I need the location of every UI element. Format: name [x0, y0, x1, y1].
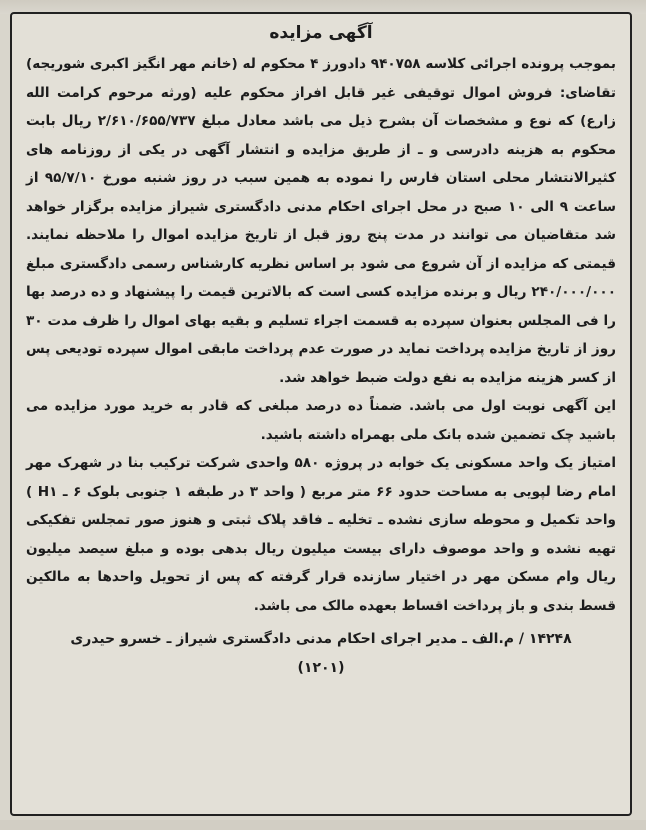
notice-code: (۱۲۰۱): [297, 660, 345, 676]
notice-paragraph-main: بموجب پرونده اجرائی کلاسه ۹۴۰۷۵۸ دادورز ۴ محکوم له (خانم مهر انگیز اکبری شوریجه) تقاضای: فروش اموال توقیفی غیر قابل افراز محکوم علیه (ورثه مرحوم کرامت الله زارع) که نوع و مشخصات آن بشرح ذیل می باشد معادل مبلغ ۲/۶۱۰/۶۵۵/۷۳۷ ریال بابت محکوم به هزینه دادرسی و ـ از طریق مزایده و انتشار آگهی در یکی از روزنامه های کثیرالانتشار محلی استان فارس را نموده به همین سبب در روز شنبه مورخ ۹۵/۷/۱۰ از ساعت ۹ الی ۱۰ صبح در محل اجرای احکام مدنی دادگستری شیراز مزایده برگزار خواهد شد متقاضیان می توانند در مدت پنج روز قبل از تاریخ مزایده اموال را ملاحظه نمایند. قیمتی که مزایده از آن شروع می شود بر اساس نظریه کارشناس رسمی دادگستری مبلغ ۲۴۰/۰۰۰/۰۰۰ ریال و برنده مزایده کسی است که بالاترین قیمت را پیشنهاد و ده درصد بها را فی المجلس بعنوان سپرده به قسمت اجراء تسلیم و بقیه بهای اموال را ظرف مدت ۳۰ روز از تاریخ مزایده پرداخت نماید در صورت عدم پرداخت مابقی اموال سپرده تودیعی پس از کسر هزینه مزایده به نفع دولت ضبط خواهد شد.: [26, 56, 617, 386]
adjacent-clipping-bottom: [0, 820, 646, 830]
notice-title: آگهی مزایده: [269, 23, 373, 43]
auction-notice: [26, 20, 616, 682]
notice-signature: ۱۴۲۴۸ / م.الف ـ مدیر اجرای احکام مدنی دادگستری شیراز ـ خسرو حیدری: [70, 631, 572, 647]
notice-paragraph-first-round: این آگهی نوبت اول می باشد. ضمناً ده درصد مبلغی که قادر به خرید مورد مزایده می باشید چک تضمین شده بانک ملی بهمراه داشته باشید.: [26, 398, 616, 443]
notice-frame: [10, 12, 632, 816]
notice-paragraph-property: امتیاز یک واحد مسکونی یک خوابه در پروژه ۵۸۰ واحدی شرکت ترکیب بنا در شهرک مهر امام رضا لپویی به مساحت حدود ۶۶ متر مربع ( واحد ۳ در طبقه ۱ جنوبی بلوک ۶ ـ H۱ ) واحد تکمیل و محوطه سازی نشده ـ تخلیه ـ فاقد پلاک ثبتی و هنوز صور تمجلس تفکیکی تهیه نشده و واحد موصوف دارای بیست میلیون ریال بدهی بوده و مبلغ سیصد میلیون ریال وام مسکن مهر در اختیار سازنده قرار گرفته که پس از تحویل واحدها به مالکین قسط بندی و باز پرداخت اقساط بعهده مالک می باشد.: [26, 455, 616, 614]
